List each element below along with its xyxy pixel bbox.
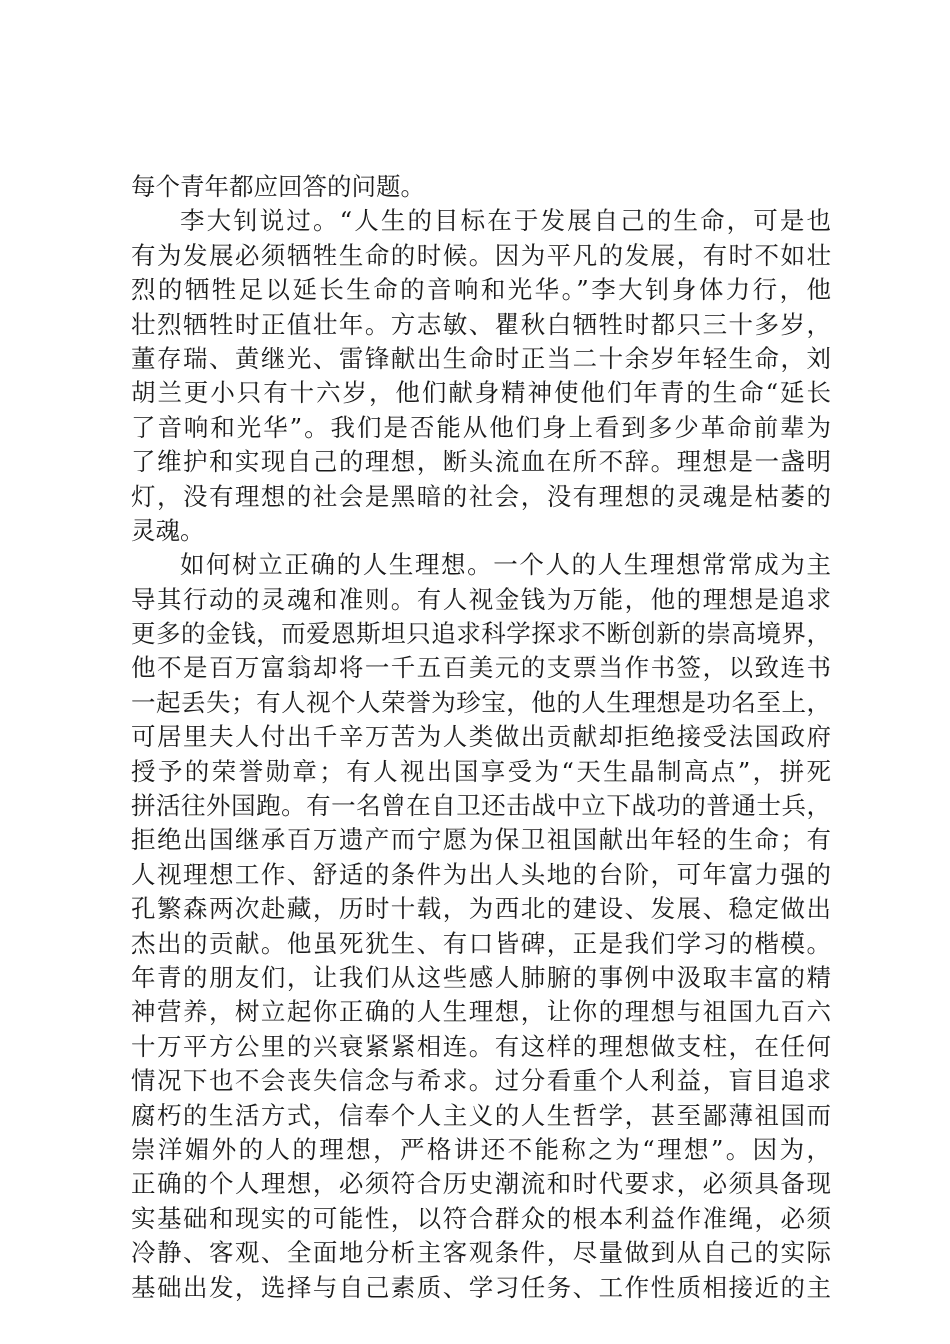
body-text [131,170,831,1305]
text-line: 杰出的贡献。他虽死犹生、有口皆碑，正是我们学习的楷模。 [131,928,831,958]
text-line: 烈的牺牲足以延长生命的音响和光华。”李大钊身体力行，他 [131,275,831,305]
text-line: 正确的个人理想，必须符合历史潮流和时代要求，必须具备现 [131,1169,831,1199]
text-line: 基础出发，选择与自己素质、学习任务、工作性质相接近的主 [131,1272,831,1302]
text-line: 拼活往外国跑。有一名曾在自卫还击战中立下战功的普通士兵， [131,791,831,821]
text-line: 了音响和光华”。我们是否能从他们身上看到多少革命前辈为 [131,412,831,442]
text-line: 壮烈牺牲时正值壮年。方志敏、瞿秋白牺牲时都只三十多岁， [131,309,831,339]
text-line: 拒绝出国继承百万遗产而宁愿为保卫祖国献出年轻的生命；有 [131,825,831,855]
text-line: 灯，没有理想的社会是黑暗的社会，没有理想的灵魂是枯萎的 [131,481,831,511]
text-line: 孔繁森两次赴藏，历时十载，为西北的建设、发展、稳定做出 [131,894,831,924]
text-line: 神营养，树立起你正确的人生理想，让你的理想与祖国九百六 [131,997,831,1027]
text-line: 崇洋媚外的人的理想，严格讲还不能称之为“理想”。因为， [131,1134,831,1164]
text-line: 胡兰更小只有十六岁，他们献身精神使他们年青的生命“延长 [131,378,831,408]
text-line: 十万平方公里的兴衰紧紧相连。有这样的理想做支柱，在任何 [131,1031,831,1061]
text-line: 了维护和实现自己的理想，断头流血在所不辞。理想是一盏明 [131,447,831,477]
text-line: 他不是百万富翁却将一千五百美元的支票当作书签，以致连书 [131,653,831,683]
text-line: 年青的朋友们，让我们从这些感人肺腑的事例中汲取丰富的精 [131,962,831,992]
text-line: 情况下也不会丧失信念与希求。过分看重个人利益，盲目追求 [131,1066,831,1096]
text-line: 有为发展必须牺牲生命的时候。因为平凡的发展，有时不如壮 [131,240,831,270]
text-line: 可居里夫人付出千辛万苦为人类做出贡献却拒绝接受法国政府 [131,722,831,752]
text-line: 人视理想工作、舒适的条件为出人头地的台阶，可年富力强的 [131,859,831,889]
text-line: 冷静、客观、全面地分析主客观条件，尽量做到从自己的实际 [131,1238,831,1268]
text-line: 一起丢失；有人视个人荣誉为珍宝，他的人生理想是功名至上， [131,687,831,717]
text-line: 导其行动的灵魂和准则。有人视金钱为万能，他的理想是追求 [131,584,831,614]
paragraph-start-line: 如何树立正确的人生理想。一个人的人生理想常常成为主 [180,550,831,580]
text-line: 灵魂。 [131,515,205,545]
text-line: 每个青年都应回答的问题。 [131,172,425,201]
text-line: 更多的金钱，而爱恩斯坦只追求科学探求不断创新的崇高境界， [131,619,831,649]
text-line: 实基础和现实的可能性，以符合群众的根本利益作准绳，必须 [131,1203,831,1233]
text-line: 董存瑞、黄继光、雷锋献出生命时正当二十余岁年轻生命，刘 [131,343,831,373]
text-line: 腐朽的生活方式，信奉个人主义的人生哲学，甚至鄙薄祖国而 [131,1100,831,1130]
paragraph-start-line: 李大钊说过。“人生的目标在于发展自己的生命，可是也 [180,206,831,236]
text-line: 授予的荣誉勋章；有人视出国享受为“天生晶制高点”，拼死 [131,756,831,786]
